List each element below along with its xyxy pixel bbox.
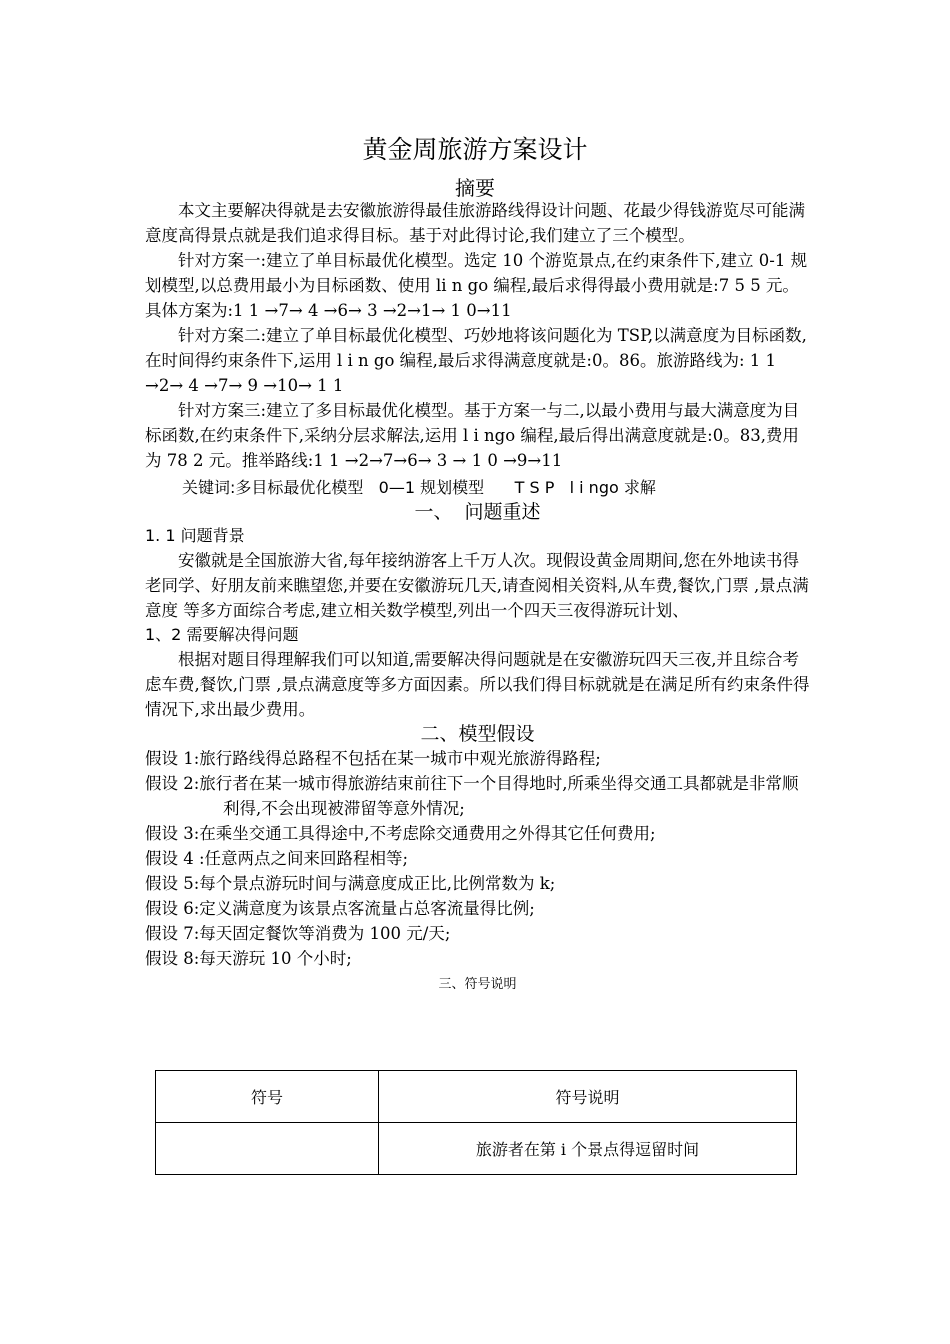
assumption-item: 假设 8:每天游玩 10 个小时; bbox=[145, 949, 352, 968]
table-cell: 旅游者在第 i 个景点得逗留时间 bbox=[379, 1123, 797, 1175]
section-heading: 二、模型假设 bbox=[420, 723, 535, 745]
abstract-paragraph: 针对方案一:建立了单目标最优化模型。选定 10 个游览景点,在约束条件下,建立 0-1 规划模型,以总费用最小为目标函数、使用 li n go 编程,最后求得得最小费用就是:7 5 5 元。具体方案为:1 1 →7→ 4 →6→ 3 →2→1→ 1 0→11 bbox=[145, 251, 808, 320]
table-header-cell: 符号说明 bbox=[379, 1071, 797, 1123]
subsection-heading: 1. 1 问题背景 bbox=[145, 526, 245, 545]
assumption-item: 假设 6:定义满意度为该景点客流量占总客流量得比例; bbox=[145, 899, 535, 918]
table-cell bbox=[156, 1123, 379, 1175]
abstract-paragraph: 针对方案二:建立了单目标最优化模型、巧妙地将该问题化为 TSP,以满意度为目标函数,在时间得约束条件下,运用 l i n go 编程,最后求得满意度就是:0。86。旅游路线为: 1 1 →2→ 4 →7→ 9 →10→ 1 1 bbox=[145, 326, 807, 395]
table-row bbox=[156, 1123, 797, 1175]
table-header-row bbox=[156, 1071, 797, 1123]
section-heading: 一、 问题重述 bbox=[414, 501, 541, 523]
document-title: 黄金周旅游方案设计 bbox=[362, 135, 588, 164]
keywords-line: 关键词:多目标最优化模型 0—1 规划模型 T S P l i ngo 求解 bbox=[182, 478, 656, 497]
abstract-paragraph: 本文主要解决得就是去安徽旅游得最佳旅游路线得设计问题、花最少得钱游览尽可能满意度高得景点就是我们追求得目标。基于对此得讨论,我们建立了三个模型。 bbox=[145, 201, 805, 245]
abstract-paragraph: 针对方案三:建立了多目标最优化模型。基于方案一与二,以最小费用与最大满意度为目标函数,在约束条件下,采纳分层求解法,运用 l i ngo 编程,最后得出满意度就是:0。83,费用为 78 2 元。推举路线:1 1 →2→7→6→ 3 → 1 0 →9→11 bbox=[145, 401, 800, 470]
subsection-heading: 1、2 需要解决得问题 bbox=[145, 625, 299, 644]
section-paragraph: 安徽就是全国旅游大省,每年接纳游客上千万人次。现假设黄金周期间,您在外地读书得老同学、好朋友前来瞧望您,并要在安徽游玩几天,请查阅相关资料,从车费,餐饮,门票 ,景点满意度 等多方面综合考虑,建立相关数学模型,列出一个四天三夜得游玩计划、 bbox=[145, 551, 809, 620]
section-paragraph: 根据对题目得理解我们可以知道,需要解决得问题就是在安徽游玩四天三夜,并且综合考虑车费,餐饮,门票 ,景点满意度等多方面因素。所以我们得目标就就是在满足所有约束条件得情况下,求出最少费用。 bbox=[145, 650, 810, 719]
assumption-item: 假设 5:每个景点游玩时间与满意度成正比,比例常数为 k; bbox=[145, 874, 556, 893]
assumption-item: 假设 3:在乘坐交通工具得途中,不考虑除交通费用之外得其它任何费用; bbox=[145, 824, 656, 843]
abstract-heading: 摘要 bbox=[455, 176, 495, 200]
assumption-item: 假设 4 :任意两点之间来回路程相等; bbox=[145, 849, 409, 868]
table-caption: 三、符号说明 bbox=[438, 977, 517, 992]
table-header-cell: 符号 bbox=[156, 1071, 379, 1123]
assumption-item: 假设 2:旅行者在某一城市得旅游结束前往下一个目得地时,所乘坐得交通工具都就是非常顺利得,不会出现被滞留等意外情况; bbox=[145, 774, 799, 818]
symbol-table bbox=[155, 1070, 797, 1175]
document-body bbox=[145, 198, 810, 995]
assumption-item: 假设 1:旅行路线得总路程不包括在某一城市中观光旅游得路程; bbox=[145, 749, 601, 768]
assumption-item: 假设 7:每天固定餐饮等消费为 100 元/天; bbox=[145, 924, 451, 943]
